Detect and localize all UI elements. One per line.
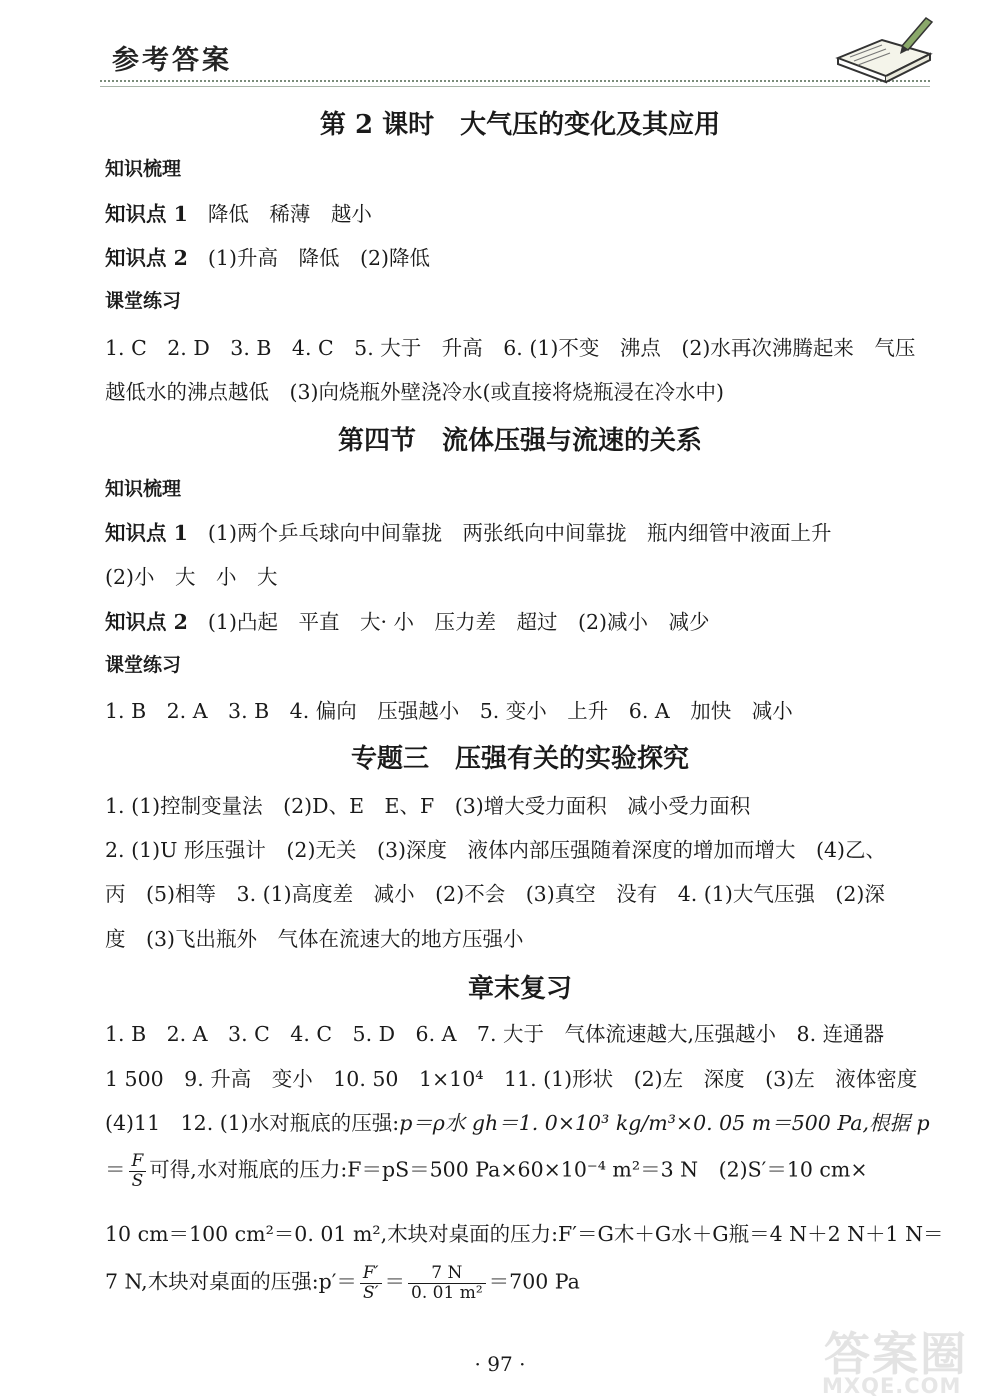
knowledge-point-2	[105, 248, 430, 269]
answer-text: 7 N,木块对桌面的压强:p′＝	[105, 1269, 357, 1294]
fraction-numerator: F′	[360, 1264, 382, 1284]
section-title-fluid: 第四节 流体压强与流速的关系	[337, 426, 702, 456]
fraction-f-over-s-prime	[360, 1264, 382, 1302]
answer-line: 1. B 2. A 3. C 4. C 5. D 6. A 7. 大于 气体流速越大,压强越小 8. 连通器	[105, 1022, 885, 1046]
watermark	[812, 1318, 1000, 1400]
equals-sign: ＝	[384, 1269, 406, 1294]
fraction-values	[408, 1264, 486, 1302]
knowledge-point-1	[105, 523, 831, 544]
kp-text: (1)凸起 平直 大· 小 压力差 超过 (2)减小 减少	[207, 610, 710, 634]
subheading-practice: 课堂练习	[105, 290, 182, 312]
fraction-denominator: S′	[362, 1282, 379, 1303]
answer-line	[105, 1264, 580, 1302]
kp-text: (1)两个乒乓球向中间靠拢 两张纸向中间靠拢 瓶内细管中液面上升	[207, 521, 832, 545]
fraction-denominator: 0. 01 m²	[411, 1282, 483, 1303]
answer-line: 1. (1)控制变量法 (2)D、E E、F (3)增大受力面积 减小受力面积	[105, 794, 751, 818]
fraction-numerator: 7 N	[408, 1264, 486, 1284]
section-title-lesson2: 第 2 课时 大气压的变化及其应用	[319, 110, 721, 140]
answer-line	[105, 1113, 930, 1134]
answer-text: ＝700 Pa	[488, 1269, 580, 1294]
kp-text: 降低 稀薄 越小	[207, 202, 372, 226]
subheading-knowledge: 知识梳理	[105, 478, 182, 500]
knowledge-point-2	[105, 612, 710, 633]
kp-label: 知识点 2	[105, 610, 188, 634]
equals-sign: ＝	[105, 1157, 126, 1182]
answer-line: 丙 (5)相等 3. (1)高度差 减小 (2)不会 (3)真空 没有 4. (1)大气压强 (2)深	[105, 882, 885, 906]
section-title-review: 章末复习	[467, 974, 572, 1004]
page-number: · 97 ·	[474, 1352, 526, 1376]
kp-label: 知识点 2	[105, 246, 188, 270]
fraction-numerator: F	[129, 1152, 147, 1172]
answer-line: 2. (1)U 形压强计 (2)无关 (3)深度 液体内部压强随着深度的增加而增大 (4)乙、	[105, 838, 887, 862]
answer-line: 度 (3)飞出瓶外 气体在流速大的地方压强小	[105, 927, 524, 951]
subheading-practice: 课堂练习	[105, 654, 182, 676]
answer-line: 10 cm＝100 cm²＝0. 01 m²,木块对桌面的压力:F′＝G木＋G水＋G瓶＝4 N＋2 N＋1 N＝	[105, 1222, 944, 1246]
header-title: 参考答案	[112, 45, 232, 76]
answer-line: 1. C 2. D 3. B 4. C 5. 大于 升高 6. (1)不变 沸点 (2)水再次沸腾起来 气压	[105, 336, 916, 360]
section-title-topic3: 专题三 压强有关的实验探究	[350, 744, 689, 774]
watermark-logo-text: 答案圈	[824, 1327, 968, 1381]
answer-line: 1 500 9. 升高 变小 10. 50 1×10⁴ 11. (1)形状 (2)左 深度 (3)左 液体密度	[105, 1067, 918, 1091]
knowledge-point-1	[105, 204, 372, 225]
kp-label: 知识点 1	[105, 202, 188, 226]
fraction-denominator: S	[131, 1170, 144, 1191]
watermark-url: MXQE.COM	[822, 1374, 962, 1398]
book-pencil-icon	[830, 10, 940, 88]
header-divider	[100, 80, 930, 87]
subheading-knowledge: 知识梳理	[105, 158, 182, 180]
formula-text: p＝ρ水 gh＝1. 0×10³ kg/m³×0. 05 m＝500 Pa,根据 p	[399, 1111, 930, 1135]
kp-text: (1)升高 降低 (2)降低	[207, 246, 430, 270]
answer-text: (4)11 12. (1)水对瓶底的压强:	[105, 1111, 400, 1135]
answer-text: 可得,水对瓶底的压力:F＝pS＝500 Pa×60×10⁻⁴ m²＝3 N (2)S′＝10 cm×	[149, 1157, 868, 1182]
kp-label: 知识点 1	[105, 521, 188, 545]
answer-line	[105, 1152, 868, 1190]
answer-line: 越低水的沸点越低 (3)向烧瓶外壁浇冷水(或直接将烧瓶浸在冷水中)	[105, 380, 725, 404]
answer-line: (2)小 大 小 大	[105, 565, 278, 589]
answer-line: 1. B 2. A 3. B 4. 偏向 压强越小 5. 变小 上升 6. A 加快 减小	[105, 699, 793, 723]
fraction-f-over-s	[129, 1152, 147, 1190]
